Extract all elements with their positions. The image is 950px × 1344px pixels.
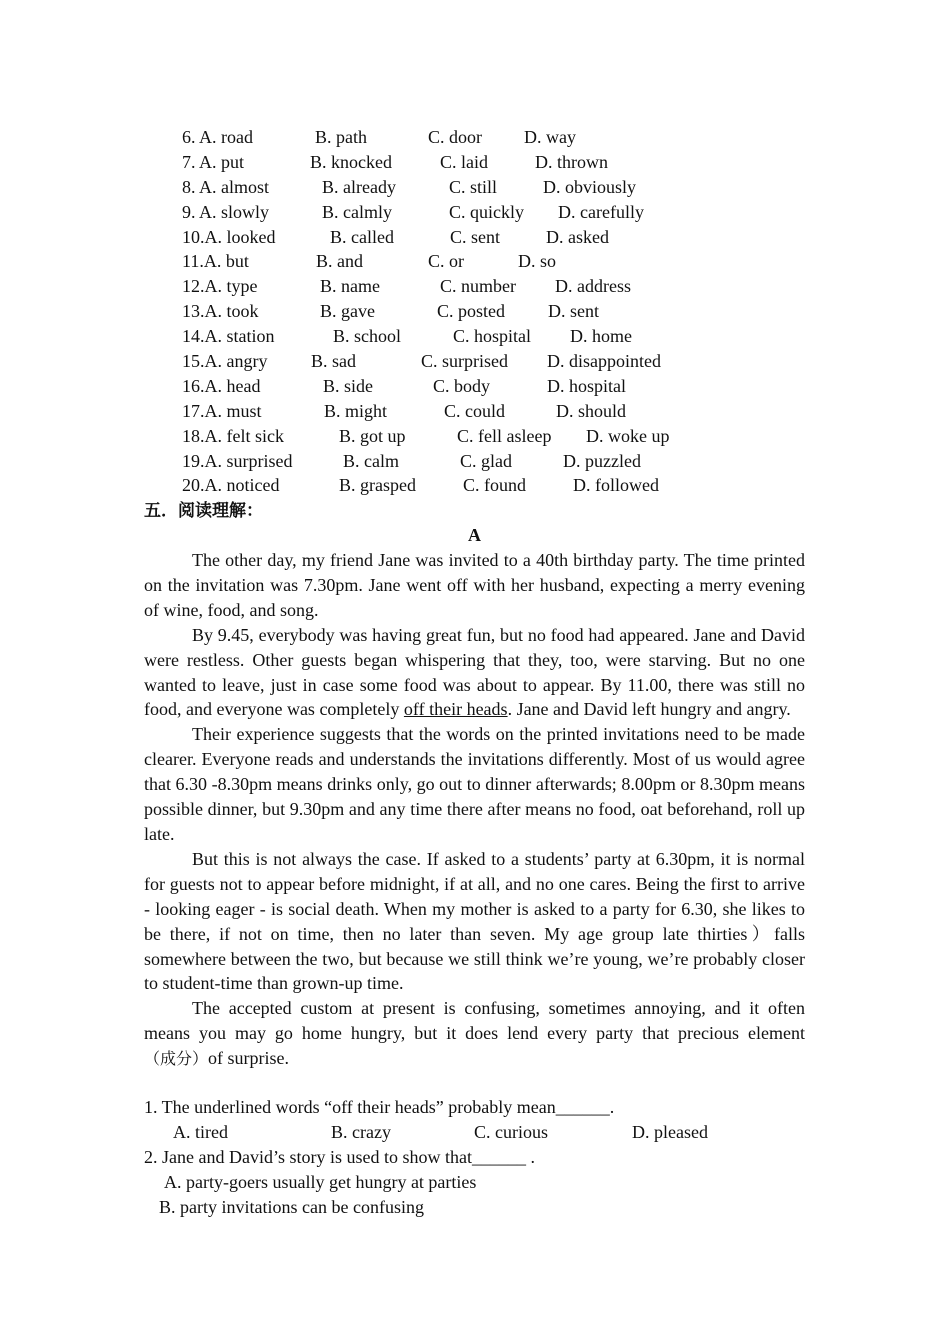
paragraph-2-text-end: . Jane and David left hungry and angry. xyxy=(507,699,791,720)
section-title: 五．阅读理解： xyxy=(144,501,263,521)
option-b: B. and xyxy=(316,251,363,272)
paragraph-1: The other day, my friend Jane was invited to a 40th birthday party. The time printed on the invitation was 7.30pm. Jane went off with her husband, expecting a merry evening of wine, food, and song. xyxy=(144,550,805,620)
option-d: D. address xyxy=(555,276,631,297)
option-a: 10.A. looked xyxy=(182,226,276,247)
option-d: D. puzzled xyxy=(563,450,641,471)
option-c: C. surprised xyxy=(421,351,508,372)
option-a: 13.A. took xyxy=(182,301,259,322)
option-a: 19.A. surprised xyxy=(182,450,293,471)
option-b: B. calm xyxy=(343,450,399,471)
paragraph-5 xyxy=(144,996,805,1072)
option-d: D. carefully xyxy=(558,201,644,222)
option-b: B. knocked xyxy=(310,151,392,172)
option-a: 7. A. put xyxy=(182,151,245,172)
option-c: C. door xyxy=(428,127,482,147)
option-a: 9. A. slowly xyxy=(182,201,270,222)
option-d: D. sent xyxy=(548,301,599,322)
option-b: B. gave xyxy=(320,301,375,322)
option-a: 6. A. road xyxy=(182,127,253,147)
option-c: C. glad xyxy=(460,450,512,471)
option-c: C. found xyxy=(463,475,526,496)
option-a: 17.A. must xyxy=(182,400,262,421)
option-d: D. followed xyxy=(573,475,659,496)
option-a: 12.A. type xyxy=(182,276,258,297)
option-b: B. calmly xyxy=(322,201,392,222)
question-1: 1. The underlined words “off their heads” probably mean______. xyxy=(144,1097,615,1117)
option-b: B. might xyxy=(324,400,388,421)
option-b: B. side xyxy=(323,375,374,396)
choice-b: B. crazy xyxy=(331,1121,391,1142)
option-a: 20.A. noticed xyxy=(182,475,280,496)
question-2: 2. Jane and David’s story is used to show that______ . xyxy=(144,1146,535,1167)
choice-a: A. tired xyxy=(173,1121,228,1142)
option-c: C. or xyxy=(428,251,464,272)
option-c: C. sent xyxy=(450,226,501,247)
option-a: 15.A. angry xyxy=(182,351,268,372)
option-a: 18.A. felt sick xyxy=(182,425,284,446)
option-a: 16.A. head xyxy=(182,375,261,396)
option-c: C. quickly xyxy=(449,201,524,222)
option-d: D. hospital xyxy=(547,375,626,396)
option-b: B. got up xyxy=(339,425,406,446)
option-d: D. obviously xyxy=(543,176,637,197)
option-c: C. posted xyxy=(437,301,506,322)
option-c: C. still xyxy=(449,176,498,197)
option-a: 14.A. station xyxy=(182,326,275,347)
option-b: B. called xyxy=(330,226,394,247)
option-c: C. could xyxy=(444,400,505,421)
question-2-choice-a: A. party-goers usually get hungry at parties xyxy=(164,1171,477,1192)
paragraph-4: But this is not always the case. If asked to a students’ party at 6.30pm, it is normal for guests not to appear before midnight, if at all, and no one cares. Being the first to arrive - looking eager - is social death. When my mother is asked to a party for 6.30, she likes to be there, if not on time, then no later than seven. My age group late thirties）falls somewhere between the two, but because we still think we’re young, we’re probably closer to student-time than grown-up time. xyxy=(144,848,805,994)
option-c: C. fell asleep xyxy=(457,425,552,446)
chinese-gloss: （成分） xyxy=(144,1049,209,1069)
option-a: 8. A. almost xyxy=(182,176,270,197)
option-d: D. way xyxy=(524,127,576,147)
option-d: D. asked xyxy=(546,226,609,247)
option-b: B. name xyxy=(320,276,380,297)
paragraph-2-text: By 9.45, everybody was having great fun, but no food had appeared. Jane and David were restless. Other guests began whispering that they, too, were starving. But no one wanted to leave, just in case some food was about to appear. By 11.00, there was still no food, and everyone was completely xyxy=(144,624,805,720)
choice-d: D. pleased xyxy=(632,1121,708,1142)
option-c: C. laid xyxy=(440,151,488,172)
option-d: D. so xyxy=(518,251,557,272)
option-d: D. home xyxy=(570,326,632,347)
option-c: C. body xyxy=(433,375,491,396)
option-c: C. hospital xyxy=(453,326,532,347)
paragraph-5-text: The accepted custom at present is confusing, sometimes annoying, and it often means you may go home hungry, but it does lend every party that precious element xyxy=(144,998,805,1044)
passage-title: A xyxy=(468,525,481,545)
underlined-phrase: off their heads xyxy=(403,699,508,720)
option-b: B. path xyxy=(315,127,367,147)
option-d: D. woke up xyxy=(586,425,670,446)
questions xyxy=(144,1095,805,1219)
option-c: C. number xyxy=(440,276,516,297)
option-b: B. already xyxy=(322,176,396,197)
question-1-choices xyxy=(144,1120,805,1145)
choice-c: C. curious xyxy=(474,1121,548,1142)
option-b: B. sad xyxy=(311,351,356,372)
paragraph-5-text-end: of surprise. xyxy=(208,1048,289,1069)
option-b: B. grasped xyxy=(339,475,416,496)
option-a: 11.A. but xyxy=(182,251,249,272)
option-d: D. thrown xyxy=(535,151,608,172)
reading-passage xyxy=(144,548,805,1072)
question-2-choice-b: B. party invitations can be confusing xyxy=(159,1196,424,1217)
option-d: D. should xyxy=(556,400,627,421)
option-d: D. disappointed xyxy=(547,351,661,372)
paragraph-2 xyxy=(144,623,805,723)
paragraph-3: Their experience suggests that the words on the printed invitations need to be made clearer. Everyone reads and understands the invitations differently. Most of us would agree that 6.30 -8.30pm means drinks only, go out to dinner afterwards; 8.00pm or 8.30pm means possible dinner, but 9.30pm and any time there after means no food, oat beforehand, roll up late. xyxy=(144,724,805,844)
option-b: B. school xyxy=(333,326,402,347)
